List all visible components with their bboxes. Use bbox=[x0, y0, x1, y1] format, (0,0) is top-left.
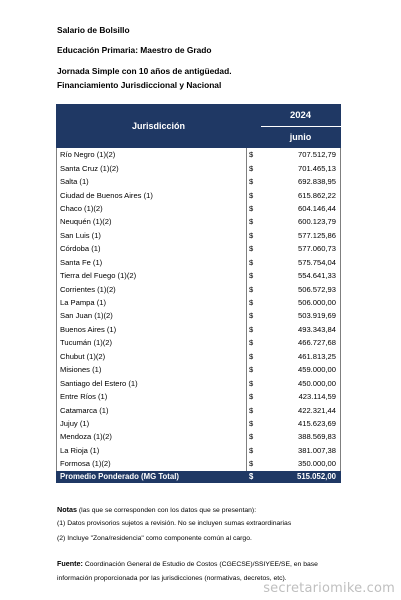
currency-cell: $ bbox=[247, 242, 261, 255]
table-row bbox=[57, 376, 341, 389]
currency-cell: $ bbox=[247, 336, 261, 349]
jurisdiccion-cell: Salta (1) bbox=[57, 175, 247, 188]
salary-value-cell: 422.321,44 bbox=[261, 403, 341, 416]
title-educacion: Educación Primaria: Maestro de Grado bbox=[57, 45, 212, 55]
jurisdiccion-cell: Misiones (1) bbox=[57, 363, 247, 376]
table-row bbox=[57, 336, 341, 349]
currency-cell: $ bbox=[247, 269, 261, 282]
table-row bbox=[57, 296, 341, 309]
jurisdiccion-cell: Catamarca (1) bbox=[57, 403, 247, 416]
currency-cell: $ bbox=[247, 282, 261, 295]
title-jornada: Jornada Simple con 10 años de antigüedad. bbox=[57, 66, 232, 76]
jurisdiccion-cell: Santa Cruz (1)(2) bbox=[57, 161, 247, 174]
total-currency: $ bbox=[247, 471, 261, 483]
column-header-year: 2024 bbox=[261, 105, 341, 127]
jurisdiccion-cell: Corrientes (1)(2) bbox=[57, 282, 247, 295]
column-header-jurisdiccion: Jurisdicción bbox=[57, 105, 261, 148]
table-row bbox=[57, 188, 341, 201]
salary-table bbox=[56, 104, 341, 483]
currency-cell: $ bbox=[247, 323, 261, 336]
table-row bbox=[57, 229, 341, 242]
salary-value-cell: 604.146,44 bbox=[261, 202, 341, 215]
currency-cell: $ bbox=[247, 457, 261, 470]
salary-value-cell: 554.641,33 bbox=[261, 269, 341, 282]
table-row bbox=[57, 175, 341, 188]
currency-cell: $ bbox=[247, 350, 261, 363]
jurisdiccion-cell: Jujuy (1) bbox=[57, 417, 247, 430]
salary-value-cell: 600.123,79 bbox=[261, 215, 341, 228]
jurisdiccion-cell: Chubut (1)(2) bbox=[57, 350, 247, 363]
jurisdiccion-cell: Formosa (1)(2) bbox=[57, 457, 247, 470]
jurisdiccion-cell: Tierra del Fuego (1)(2) bbox=[57, 269, 247, 282]
title-financiamiento: Financiamiento Jurisdiccional y Nacional bbox=[57, 80, 222, 90]
salary-value-cell: 506.000,00 bbox=[261, 296, 341, 309]
salary-value-cell: 577.125,86 bbox=[261, 229, 341, 242]
salary-value-cell: 575.754,04 bbox=[261, 256, 341, 269]
currency-cell: $ bbox=[247, 296, 261, 309]
currency-cell: $ bbox=[247, 202, 261, 215]
source-line-1 bbox=[57, 559, 318, 568]
table-row bbox=[57, 309, 341, 322]
source-label: Fuente: bbox=[57, 559, 83, 568]
table-row bbox=[57, 403, 341, 416]
jurisdiccion-cell: Tucumán (1)(2) bbox=[57, 336, 247, 349]
table-row bbox=[57, 430, 341, 443]
jurisdiccion-cell: Chaco (1)(2) bbox=[57, 202, 247, 215]
table-row bbox=[57, 323, 341, 336]
salary-value-cell: 423.114,59 bbox=[261, 390, 341, 403]
jurisdiccion-cell: La Pampa (1) bbox=[57, 296, 247, 309]
table-row bbox=[57, 242, 341, 255]
currency-cell: $ bbox=[247, 229, 261, 242]
jurisdiccion-cell: Ciudad de Buenos Aires (1) bbox=[57, 188, 247, 201]
currency-cell: $ bbox=[247, 256, 261, 269]
table-row bbox=[57, 161, 341, 174]
currency-cell: $ bbox=[247, 363, 261, 376]
jurisdiccion-cell: Entre Ríos (1) bbox=[57, 390, 247, 403]
notes-title bbox=[57, 505, 256, 514]
currency-cell: $ bbox=[247, 390, 261, 403]
notes-label: Notas bbox=[57, 505, 77, 514]
table-row bbox=[57, 363, 341, 376]
currency-cell: $ bbox=[247, 403, 261, 416]
jurisdiccion-cell: Córdoba (1) bbox=[57, 242, 247, 255]
table-row bbox=[57, 215, 341, 228]
note-2: (2) Incluye "Zona/residencia" como componente común al cargo. bbox=[57, 535, 252, 542]
table-row bbox=[57, 202, 341, 215]
table-row bbox=[57, 148, 341, 162]
jurisdiccion-cell: Río Negro (1)(2) bbox=[57, 148, 247, 162]
jurisdiccion-cell: Mendoza (1)(2) bbox=[57, 430, 247, 443]
salary-value-cell: 350.000,00 bbox=[261, 457, 341, 470]
jurisdiccion-cell: La Rioja (1) bbox=[57, 444, 247, 457]
salary-value-cell: 466.727,68 bbox=[261, 336, 341, 349]
jurisdiccion-cell: Neuquén (1)(2) bbox=[57, 215, 247, 228]
salary-value-cell: 707.512,79 bbox=[261, 148, 341, 162]
salary-value-cell: 615.862,22 bbox=[261, 188, 341, 201]
table-row bbox=[57, 390, 341, 403]
currency-cell: $ bbox=[247, 417, 261, 430]
total-row bbox=[57, 471, 341, 483]
currency-cell: $ bbox=[247, 161, 261, 174]
currency-cell: $ bbox=[247, 376, 261, 389]
salary-value-cell: 503.919,69 bbox=[261, 309, 341, 322]
salary-value-cell: 493.343,84 bbox=[261, 323, 341, 336]
table-row bbox=[57, 444, 341, 457]
currency-cell: $ bbox=[247, 309, 261, 322]
salary-value-cell: 577.060,73 bbox=[261, 242, 341, 255]
total-value: 515.052,00 bbox=[261, 471, 341, 483]
watermark: secretariomike.com bbox=[263, 581, 395, 596]
jurisdiccion-cell: Santa Fe (1) bbox=[57, 256, 247, 269]
source-text-1: Coordinación General de Estudio de Costos (CGECSE)/SSIYEE/SE, en base bbox=[82, 561, 318, 568]
salary-value-cell: 461.813,25 bbox=[261, 350, 341, 363]
column-header-month: junio bbox=[261, 127, 341, 148]
title-salario: Salario de Bolsillo bbox=[57, 25, 130, 35]
table-row bbox=[57, 457, 341, 470]
salary-value-cell: 415.623,69 bbox=[261, 417, 341, 430]
currency-cell: $ bbox=[247, 444, 261, 457]
source-line-2: información proporcionada por las jurisdicciones (normativas, decretos, etc). bbox=[57, 575, 287, 582]
salary-value-cell: 506.572,93 bbox=[261, 282, 341, 295]
currency-cell: $ bbox=[247, 175, 261, 188]
jurisdiccion-cell: San Luis (1) bbox=[57, 229, 247, 242]
table-row bbox=[57, 417, 341, 430]
table-row bbox=[57, 269, 341, 282]
jurisdiccion-cell: Santiago del Estero (1) bbox=[57, 376, 247, 389]
notes-intro: (las que se corresponden con los datos que se presentan): bbox=[76, 507, 257, 514]
currency-cell: $ bbox=[247, 215, 261, 228]
salary-value-cell: 381.007,38 bbox=[261, 444, 341, 457]
salary-value-cell: 388.569,83 bbox=[261, 430, 341, 443]
table-row bbox=[57, 282, 341, 295]
jurisdiccion-cell: San Juan (1)(2) bbox=[57, 309, 247, 322]
currency-cell: $ bbox=[247, 430, 261, 443]
table-body bbox=[57, 148, 341, 483]
salary-value-cell: 701.465,13 bbox=[261, 161, 341, 174]
table-row bbox=[57, 350, 341, 363]
salary-value-cell: 692.838,95 bbox=[261, 175, 341, 188]
currency-cell: $ bbox=[247, 148, 261, 162]
table-row bbox=[57, 256, 341, 269]
jurisdiccion-cell: Buenos Aires (1) bbox=[57, 323, 247, 336]
total-label: Promedio Ponderado (MG Total) bbox=[57, 471, 247, 483]
note-1: (1) Datos provisorios sujetos a revisión. No se incluyen sumas extraordinarias bbox=[57, 520, 292, 527]
currency-cell: $ bbox=[247, 188, 261, 201]
salary-value-cell: 459.000,00 bbox=[261, 363, 341, 376]
salary-value-cell: 450.000,00 bbox=[261, 376, 341, 389]
